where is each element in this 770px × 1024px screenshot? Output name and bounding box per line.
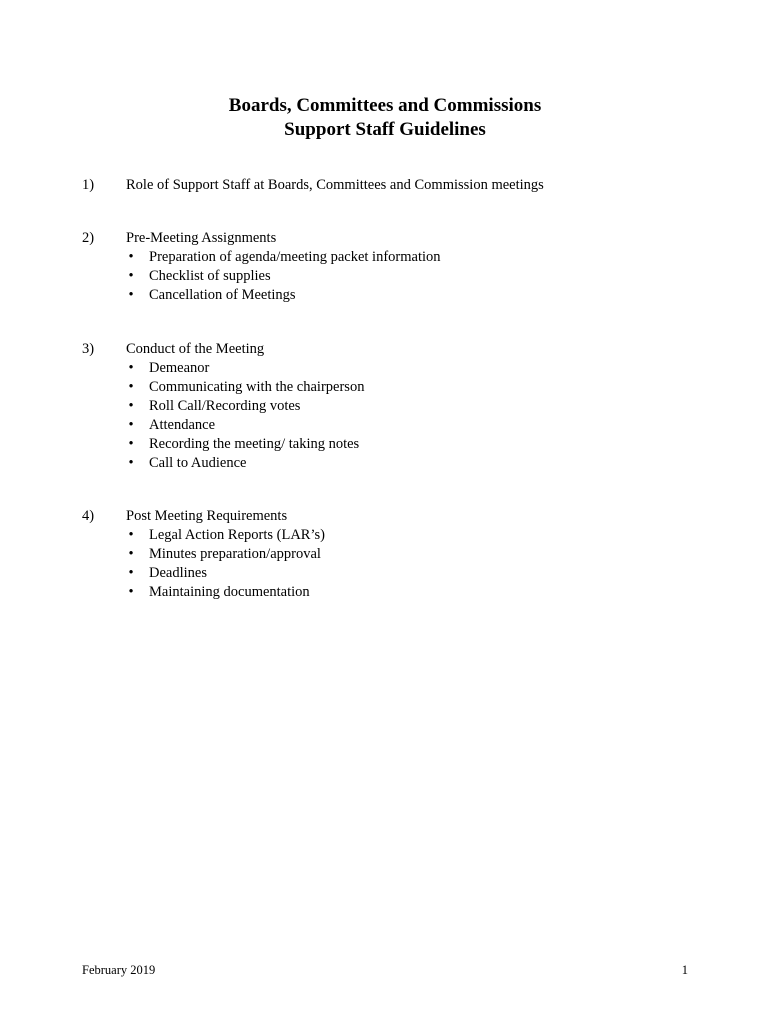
bullet-icon: • <box>128 546 134 562</box>
list-item-text: Checklist of supplies <box>149 268 271 284</box>
list-item-text: Legal Action Reports (LAR’s) <box>149 527 325 543</box>
bullet-icon: • <box>128 436 134 452</box>
list-item <box>82 564 722 583</box>
section-4 <box>82 507 722 602</box>
list-item <box>82 435 722 454</box>
list-item <box>82 397 722 416</box>
section-number: 2) <box>82 230 95 246</box>
list-item <box>82 583 722 602</box>
footer-page-number: 1 <box>681 963 688 977</box>
list-item <box>82 526 722 545</box>
list-item <box>82 359 722 378</box>
bullet-icon: • <box>128 417 134 433</box>
bullet-list <box>82 359 722 473</box>
bullet-list <box>82 526 722 602</box>
section-number: 3) <box>82 341 95 357</box>
list-item-text: Call to Audience <box>149 455 247 471</box>
bullet-list <box>82 248 722 305</box>
section-1 <box>82 176 722 195</box>
section-heading <box>82 176 722 195</box>
list-item <box>82 454 722 473</box>
section-heading <box>82 340 722 359</box>
bullet-icon: • <box>128 360 134 376</box>
section-label: Role of Support Staff at Boards, Committees and Commission meetings <box>126 177 544 193</box>
bullet-icon: • <box>128 527 134 543</box>
section-number: 4) <box>82 508 95 524</box>
bullet-icon: • <box>128 455 134 471</box>
list-item-text: Recording the meeting/ taking notes <box>149 436 360 452</box>
bullet-icon: • <box>128 287 134 303</box>
section-label: Post Meeting Requirements <box>126 508 288 524</box>
bullet-icon: • <box>128 268 134 284</box>
page-title <box>0 94 770 142</box>
section-heading <box>82 507 722 526</box>
footer-date: February 2019 <box>82 963 156 977</box>
bullet-icon: • <box>128 584 134 600</box>
list-item-text: Preparation of agenda/meeting packet information <box>149 249 441 265</box>
title-line-2: Support Staff Guidelines <box>284 119 486 140</box>
list-item-text: Communicating with the chairperson <box>149 379 365 395</box>
list-item <box>82 248 722 267</box>
list-item <box>82 545 722 564</box>
list-item-text: Attendance <box>149 417 216 433</box>
bullet-icon: • <box>128 249 134 265</box>
list-item-text: Demeanor <box>149 360 210 376</box>
title-line-1: Boards, Committees and Commissions <box>228 95 542 116</box>
list-item <box>82 286 722 305</box>
section-label: Pre-Meeting Assignments <box>126 230 277 246</box>
bullet-icon: • <box>128 398 134 414</box>
list-item <box>82 267 722 286</box>
list-item <box>82 416 722 435</box>
section-3 <box>82 340 722 473</box>
bullet-icon: • <box>128 565 134 581</box>
list-item <box>82 378 722 397</box>
section-heading <box>82 229 722 248</box>
section-number: 1) <box>82 177 95 193</box>
section-label: Conduct of the Meeting <box>126 341 265 357</box>
list-item-text: Maintaining documentation <box>149 584 310 600</box>
list-item-text: Cancellation of Meetings <box>149 287 296 303</box>
bullet-icon: • <box>128 379 134 395</box>
list-item-text: Deadlines <box>149 565 207 581</box>
list-item-text: Minutes preparation/approval <box>149 546 321 562</box>
list-item-text: Roll Call/Recording votes <box>149 398 301 414</box>
section-2 <box>82 229 722 305</box>
